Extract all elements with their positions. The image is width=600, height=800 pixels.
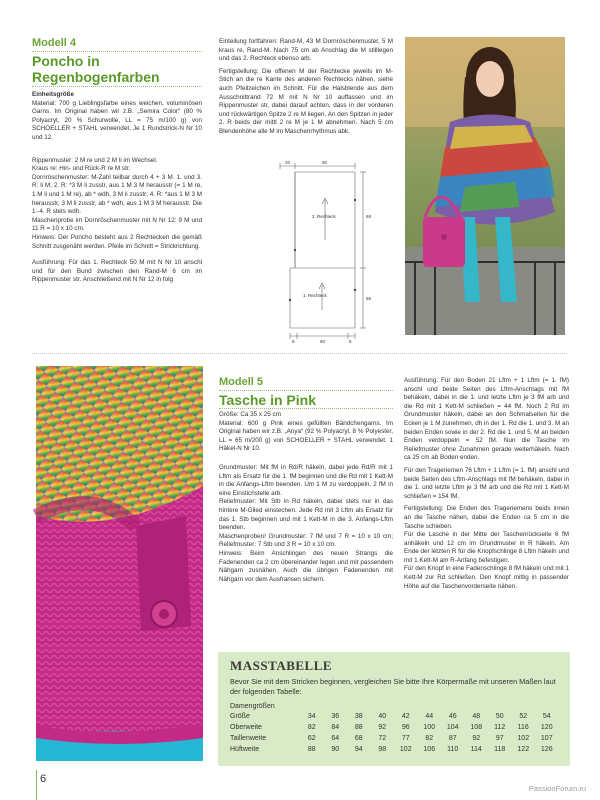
size-cell: 88 bbox=[307, 745, 316, 753]
size-cell: 98 bbox=[378, 745, 387, 753]
label-rect2: 2. Rechteck bbox=[312, 214, 336, 219]
m5-col3-p1: Ausführung: Für den Boden 21 Lftm + 1 Lftm (= 1. fM) anschl und beide Seiten des Lftm-Anschlags mit fM behäkeln, dabei in die 1. und letzte Lftm je 3 fM arb und die Rd mit 1 Kett-M schließen = 44 fM. Noch 2 Rd im Grundmuster häkeln, dabei an den Schmalseiten für die Ecken je 1 M zunehmen, dh in der 1. Rd die 1. und 3. M an beiden Enden sowie in der 2. Rd die 1. und 5. M an beiden Enden verdoppeln = 52 fM. Nun die Tasche im Reliefmuster ohne Zunahmen gerade weiterhäkeln. Nach ca 25 cm ab Boden enden. bbox=[404, 377, 569, 462]
size-cell: 77 bbox=[401, 734, 410, 742]
model4-col1-text bbox=[32, 91, 202, 289]
bag-photo bbox=[36, 366, 203, 761]
size-cell: 82 bbox=[425, 734, 434, 742]
model5-col2-text bbox=[219, 411, 393, 588]
size-cell: 42 bbox=[401, 712, 410, 720]
m5-size: Größe: Ca 35 x 25 cm bbox=[219, 411, 281, 418]
m5-col3-p3: Fertigstellung: Die Enden des Trageriemens beids innen an die Tasche nähen, dabei die Enden ca 5 cm in die Tasche schieben. bbox=[404, 505, 569, 530]
size-cell: 34 bbox=[307, 712, 316, 720]
section-divider bbox=[32, 353, 567, 354]
kraus-text: Kraus re: Hin- und Rück-R re M str. bbox=[32, 165, 131, 173]
m5-col3-p2: Für den Trageriemen 76 Lftm + 1 Lftm (= 1. fM) anschl und beide Seiten des Lftm-Anschlags mit fM behäkeln, dabei in die 1. und letzte Lftm je 3 fM arb und die Rd mit 1 Kett-M schließen = 154 fM. bbox=[404, 466, 569, 500]
size-cell: 116 bbox=[517, 723, 529, 731]
size-cell: 44 bbox=[425, 712, 434, 720]
model4-title bbox=[32, 53, 160, 85]
size-cell: 87 bbox=[448, 734, 457, 742]
size-cell: 108 bbox=[470, 723, 483, 731]
m5-gauge: Maschenproben! Grundmuster: 7 fM und 7 R = 10 x 10 cm; Reliefmuster: 7 Stb und 3 R = 10 x 10 cm. bbox=[219, 532, 393, 549]
size-cell: 114 bbox=[470, 745, 482, 753]
size-cell: 72 bbox=[378, 734, 387, 742]
size-cell: 107 bbox=[540, 734, 553, 742]
rib-text: Rippenmuster: 2 M re und 2 M li im Wechsel. bbox=[32, 156, 158, 164]
col2-p2: Fertigstellung: Die offenen M der Rechtecke jeweils im M-Stich an die re Kante des anderen Rechtecks nähen, siehe auch Pfeilzeichen im Schnitt. Für die Halsblende aus dem Ausschnittrand 72 M mit N Nr 10 auffassen und im Rippenmuster str, dabei darauf achten, dass in der vorderen und rückwärtigen Spitze 2 re M liegen. An den Spitzen in jeder 2. R beids der mittl 2 re M je 1 M abnehmen. Nach 5 cm Blendenhöhe alle M im Maschenrhythmus abk. bbox=[219, 67, 393, 135]
size-table-intro: Bevor Sie mit dem Stricken beginnen, vergleichen Sie bitte Ihre Körpermaße mit unseren Maßen laut der folgenden Tabelle: bbox=[230, 677, 556, 696]
size-cell: 48 bbox=[472, 712, 481, 720]
size-cell: 40 bbox=[378, 712, 387, 720]
size-cell: 54 bbox=[542, 712, 551, 720]
size-table-row bbox=[230, 711, 559, 722]
size-cell: 110 bbox=[447, 745, 459, 753]
size-cell: 106 bbox=[423, 745, 436, 753]
label-rect1: 1. Rechteck bbox=[303, 293, 327, 298]
size-cell: 102 bbox=[517, 734, 530, 742]
dim-bottom-right: 6 bbox=[349, 339, 352, 344]
hint-text: Hinweis: Der Poncho besteht aus 2 Rechtecken die gemäß Schnitt zusgenäht werden. Pfeile im Schnitt = Strickrichtung. bbox=[32, 233, 202, 250]
watermark: PassionForum.ru bbox=[528, 784, 586, 793]
size-table-row bbox=[230, 722, 559, 733]
size-table-row bbox=[230, 744, 559, 755]
size-cell: 36 bbox=[331, 712, 340, 720]
model5-title: Tasche in Pink bbox=[219, 392, 316, 408]
size-cell: 100 bbox=[423, 723, 436, 731]
size-cell: 46 bbox=[448, 712, 457, 720]
size-cell: 88 bbox=[354, 723, 363, 731]
page-number: 6 bbox=[40, 773, 47, 785]
size-cell: 126 bbox=[540, 745, 553, 753]
dim-top-left: 20 bbox=[285, 160, 291, 165]
page-number-rule bbox=[36, 770, 37, 800]
size-cell: 62 bbox=[307, 734, 316, 742]
size-row-label: Oberweite bbox=[230, 723, 262, 731]
size-cell: 97 bbox=[495, 734, 504, 742]
size-cell: 38 bbox=[354, 712, 363, 720]
dim-bottom-mid: 60 bbox=[320, 339, 326, 344]
title-rule-5-bottom bbox=[219, 408, 393, 409]
model5-col3-text bbox=[404, 377, 569, 595]
m5-material: Material: 600 g Pink eines gefüllten Bändchengarns. Im Original haben wir z.B. „Anya“ (92 % Polyacryl, 8 % Polyester, LL = 65 m/200 g) von SCHOELLER + STAHL verwendet. 1 Häkel-N Nr 10. bbox=[219, 419, 393, 453]
size-cell: 52 bbox=[519, 712, 528, 720]
size-heading: Einheitsgröße bbox=[32, 91, 74, 98]
m5-hint: Hinweis: Beim Anschlingen des neuen Strangs die Fadenenden ca 2 cm übereinander legen und mit passendem Nähgarn zusnähen. Auch die übrigen Fadenenden mit Nähgarn vor dem Ausfransen sichern. bbox=[219, 549, 393, 583]
size-cell: 94 bbox=[354, 745, 363, 753]
size-cell: 112 bbox=[494, 723, 506, 731]
size-row-label: Größe bbox=[230, 712, 250, 720]
size-table-box bbox=[218, 652, 570, 766]
material-text: Material: 700 g Lieblingsfarbe eines weichen, voluminösen Garns. Im Original haben wir z.B. „Semira Color“ (80 % Polyacryl, 20 % Schurwolle, LL = 75 m/100 g) von SCHOELLER + STAHL verwendet. Je 1 Rundstrick-N Nr 10 und 12. bbox=[32, 99, 202, 141]
col2-p1: Einteilung fortfahren: Rand-M, 43 M Dornröschenmuster, 5 M kraus re, Rand-M. Nach 75 cm ab Anschlag die M stilllegen und das 2. Rechteck ebenso arb. bbox=[219, 38, 393, 63]
model4-label: Modell 4 bbox=[32, 37, 77, 49]
size-group-label: Damengrößen bbox=[230, 703, 275, 710]
m5-grund: Grundmuster: Mit fM in Rd/R häkeln, dabei jede Rd/R mit 1 Lftm als Ersatz für die 1. fM beginnen und die Rd mit 1 Kett-M in die Anfangs-Lftm beenden. Um 1 M zu verdoppeln, 2 fM in eine Einstichstelle arb. bbox=[219, 463, 393, 497]
size-cell: 84 bbox=[331, 723, 340, 731]
execution-text: Ausführung: Für das 1. Rechteck 50 M mit N Nr 10 anschl und für den Bund zwischen den Rand-M 6 cm im Rippenmuster str. Anschließend mit N Nr 12 in folg bbox=[32, 259, 202, 284]
size-cell: 122 bbox=[517, 745, 530, 753]
model5-label: Modell 5 bbox=[219, 376, 264, 388]
size-cell: 92 bbox=[472, 734, 481, 742]
title-rule bbox=[32, 51, 202, 52]
size-cell: 50 bbox=[495, 712, 504, 720]
poncho-diagram bbox=[260, 160, 380, 344]
size-row-label: Hüftweite bbox=[230, 745, 260, 753]
m5-relief: Reliefmuster: Mit Stb in Rd häkeln, dabei stets nur in das hintere M-Glied einstechen. Jede Rd mit 3 Lftm als Ersatz für das 1. Stb beginnen und mit 1 Kett-M in die 3. Anfangs-Lftm beenden. bbox=[219, 498, 393, 532]
size-cell: 104 bbox=[446, 723, 459, 731]
size-cell: 90 bbox=[331, 745, 340, 753]
size-cell: 92 bbox=[378, 723, 387, 731]
m5-col3-p4: Für die Lasche in der Mitte der Taschenrückseite 6 fM anhäkeln und 12 cm im Grundmuster in R häkeln. Am Ende der letzten R für die Knopfschlinge 8 Lftm häkeln und mit 1 Kett-M am R-Anfang befestigen. bbox=[404, 531, 569, 564]
model4-col2-text bbox=[219, 38, 393, 141]
dim-top-right: 50 bbox=[322, 160, 328, 165]
dornroeschen-text: Dornröschenmuster: M-Zahl teilbar durch 4 + 3 M. 1. und 3. R: li M; 2. R: *3 M li zusstr, aus 1 M 3 M herausstr (= 1 M re, 1 M li und 1 M re), ab * wdh, 3 M li zusstr; 4. R: *aus 1 M 3 M herausstr, 3 M li zusstr, ab * wdh, aus 1 M 3 M herausstr. Die 1.-4. R stets wdh. bbox=[32, 173, 202, 216]
size-table-row bbox=[230, 733, 559, 744]
size-cell: 82 bbox=[307, 723, 316, 731]
title-rule-5 bbox=[219, 390, 393, 391]
dim-right-upper: 69 bbox=[366, 214, 372, 219]
dim-bottom-left: 6 bbox=[292, 339, 295, 344]
size-cell: 96 bbox=[401, 723, 410, 731]
model4-title-line1: Poncho in bbox=[32, 53, 100, 69]
size-table bbox=[230, 711, 559, 755]
m5-col3-p5: Für den Knopf in eine Fadenschlinge 8 fM häkeln und mit 1 Kett-M zur Rd schließen. Den Knopf mittig in passender Höhe auf die Taschenvorderseite nähen. bbox=[404, 565, 569, 590]
dim-right-lower: 56 bbox=[366, 296, 372, 301]
size-table-heading: MASSTABELLE bbox=[230, 658, 333, 673]
size-cell: 120 bbox=[540, 723, 553, 731]
size-cell: 102 bbox=[399, 745, 412, 753]
gauge-text: Maschenprobe im Dornröschenmuster mit N Nr 12: 9 M und 11 R = 10 x 10 cm. bbox=[32, 216, 202, 233]
size-cell: 68 bbox=[354, 734, 363, 742]
size-cell: 118 bbox=[494, 745, 506, 753]
title-rule-bottom bbox=[32, 86, 202, 87]
poncho-photo bbox=[405, 37, 565, 335]
size-cell: 64 bbox=[331, 734, 340, 742]
size-row-label: Taillenweite bbox=[230, 734, 267, 742]
model4-title-line2: Regenbogenfarben bbox=[32, 69, 160, 85]
